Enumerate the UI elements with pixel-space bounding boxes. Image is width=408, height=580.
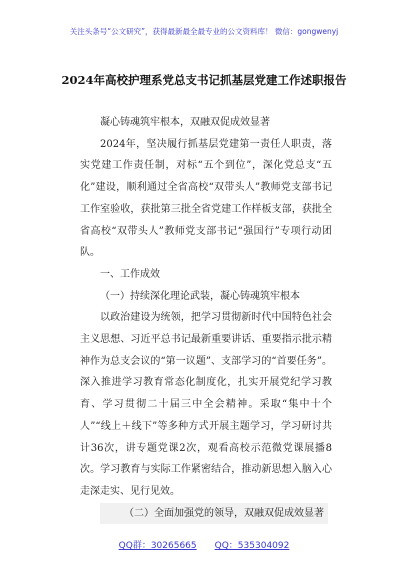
qq-contact-link[interactable]: QQ：535304092 [214, 541, 290, 551]
document-title: 2024年高校护理系党总支书记抓基层党建工作述职报告 [61, 73, 347, 87]
subsection-heading-2-text: （二）全面加强党的领导，双融双促成效显著 [100, 503, 328, 525]
intro-paragraph: 2024年，坚决履行抓基层党建第一责任人职责，落实党建工作责任制，对标“五个到位”，深化党总支“五化”建设，顺利通过全省高校“双带头人”教师党支部书记工作室验收，获批第三批全省党建工作样板支部，获批全省高校“双带头人”教师党支部书记“强国行”专项行动团队。 [80, 138, 332, 259]
subsection-heading-1: （一）持续深化理论武装，凝心铸魂筑牢根本 [100, 290, 300, 302]
bottom-banner [0, 538, 408, 551]
body-paragraph: 以政治建设为统领，把学习贯彻新时代中国特色社会主义思想、习近平总书记最新重要讲话、重要指示批示精神作为总支会议的“第一议题”、支部学习的“首要任务”。深入推进学习教育常态化制度化，扎实开展党纪学习教育、学习贯彻二十届三中全会精神。采取“集中十个人”“线上＋线下”等多种方式开展主题学习，学习研讨共计36次，讲专题党课2次，观看高校示范微党课展播8次。学习教育与实际工作紧密结合，推动新思想入脑入心走深走实、见行见效。 [80, 312, 332, 497]
document-body [80, 112, 332, 524]
top-banner: 关注头条号“公文研究”，获得最新最全最专业的公文资料库！ 微信：gongwenyj [69, 27, 339, 36]
qq-group-link[interactable]: QQ群：30265665 [118, 541, 197, 551]
subsection-heading-2 [80, 503, 332, 525]
section-heading: 一、工作成效 [100, 268, 160, 280]
subtitle-paragraph: 凝心铸魂筑牢根本，双融双促成效显著 [100, 117, 270, 128]
